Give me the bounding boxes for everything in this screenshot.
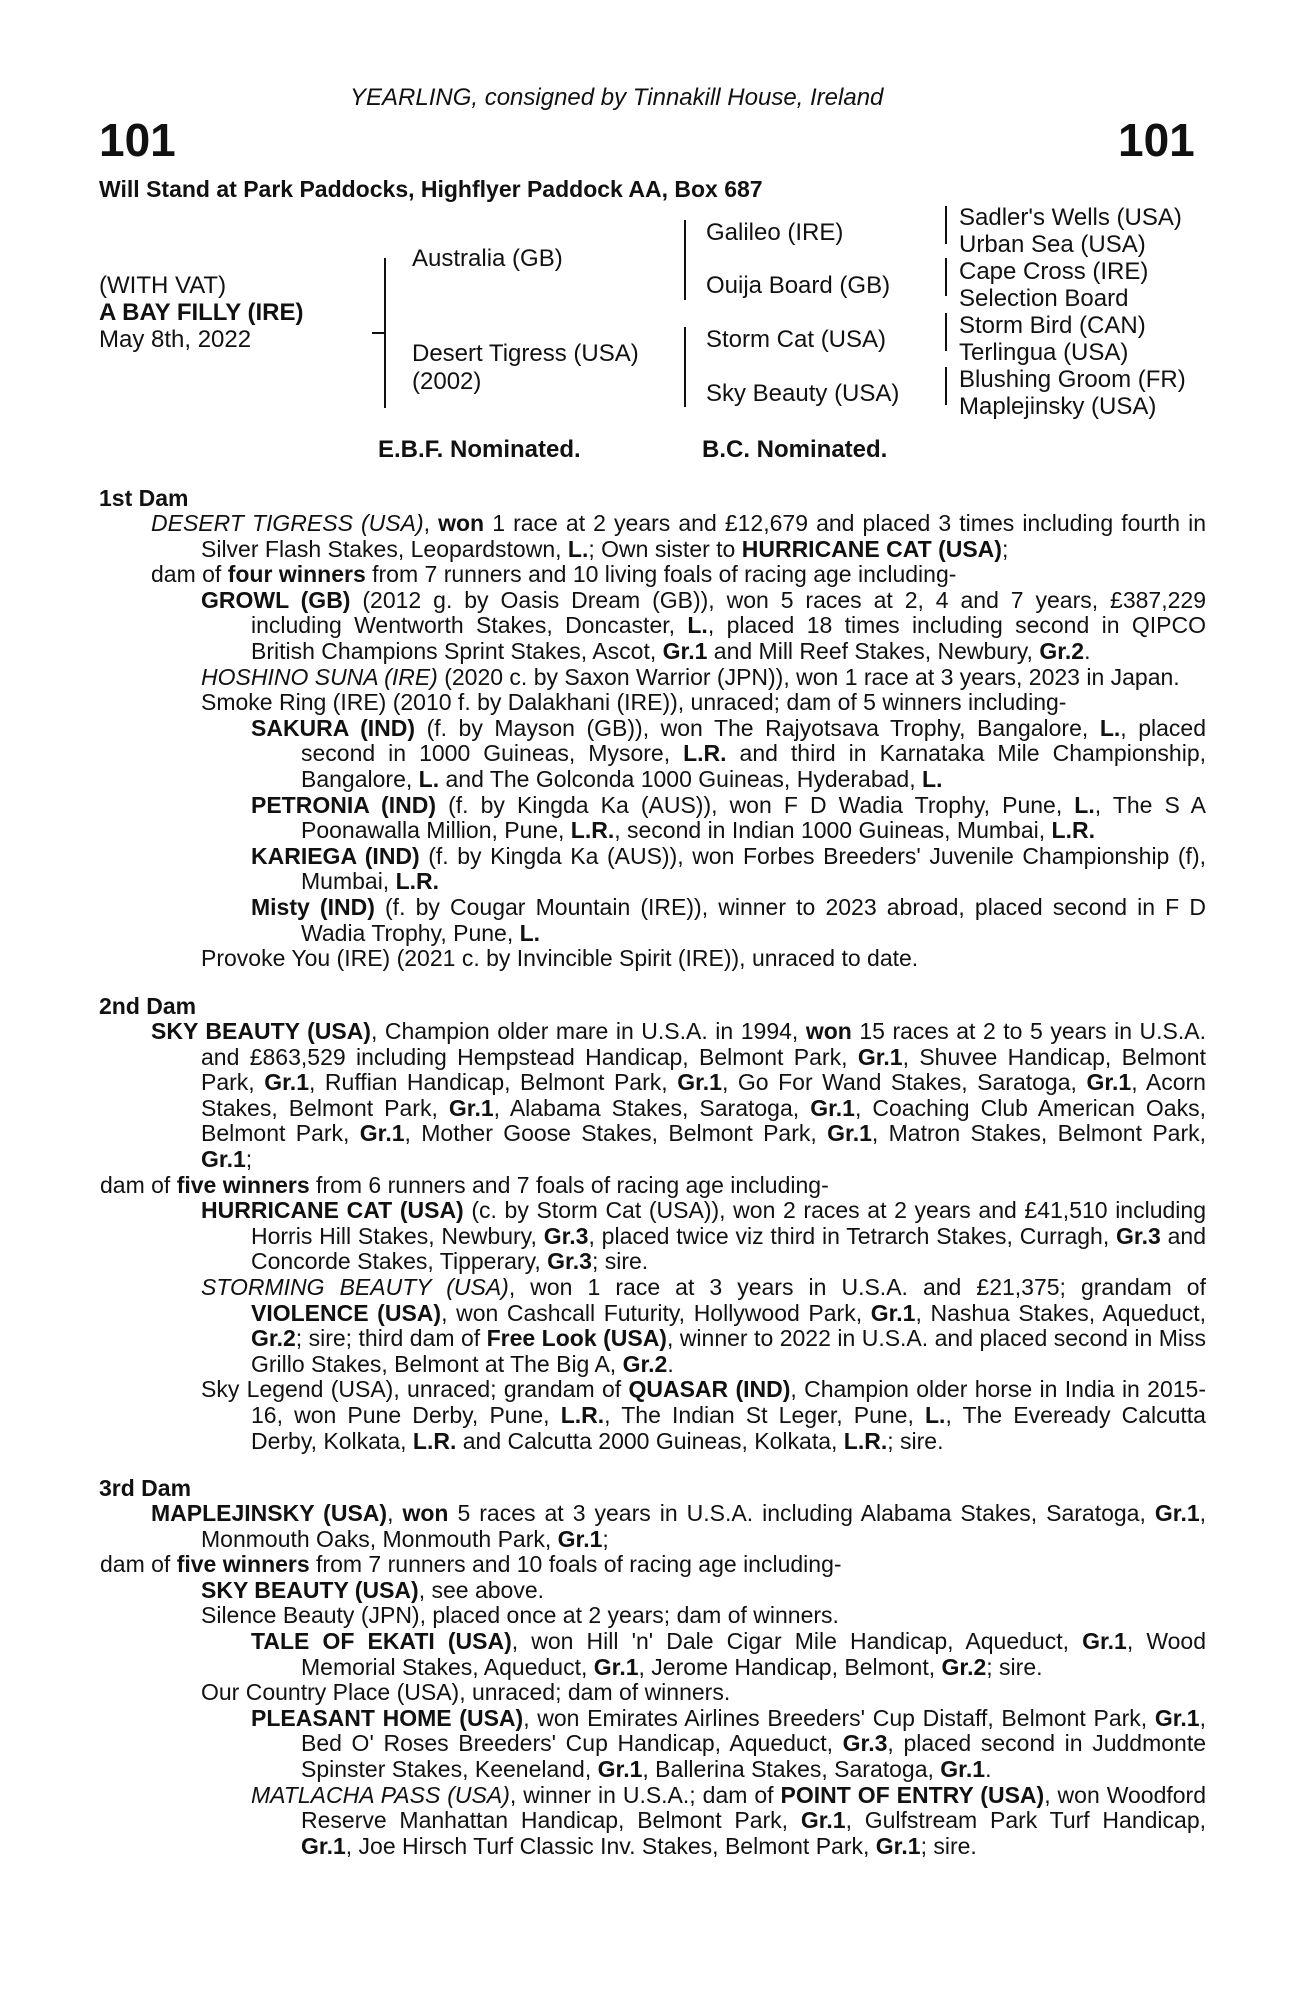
pedigree-paragraph [100, 1019, 1206, 1173]
pedigree-paragraph [100, 665, 1206, 691]
bold-segment: Gr.2 [1039, 637, 1085, 664]
brace-ggp-2 [945, 258, 947, 296]
section-title-dam3: 3rd Dam [99, 1475, 192, 1501]
bold-segment: Gr.1 [870, 1299, 916, 1326]
text-segment: , Shuvee Handicap, Belmont Park, [201, 1043, 1206, 1096]
text-segment: , won Hill 'n' Dale Cigar Mile Handicap, Aqueduct, [511, 1627, 1083, 1654]
pedigree-sire-sire: Galileo (IRE) [706, 219, 844, 246]
text-segment: . [1084, 637, 1091, 664]
bold-segment: L.R. [683, 740, 727, 767]
pedigree-paragraph [100, 1173, 1206, 1199]
bold-segment: won [805, 1018, 852, 1044]
text-segment: (2012 g. by Oasis Dream (GB)), won 5 races at 2, 4 and 7 years, £387,229 including Wentworth Stakes, Doncaster, [251, 586, 1206, 639]
italic-segment: HOSHINO SUNA (IRE) [201, 663, 438, 690]
text-segment: (f. by Mayson (GB)), won The Rajyotsava Trophy, Bangalore, [415, 714, 1100, 741]
text-segment: , placed twice viz third in Tetrarch Stakes, Curragh, [588, 1222, 1117, 1249]
pedigree-paragraph [100, 844, 1206, 895]
bold-segment: four winners [227, 561, 366, 588]
bold-segment: Gr.3 [842, 1730, 888, 1757]
text-segment: ; Own sister to [588, 535, 742, 562]
text-segment: , Joe Hirsch Turf Classic Inv. Stakes, Belmont Park, [345, 1832, 876, 1859]
brace-ggp-1 [945, 206, 947, 244]
text-segment: Our Country Place (USA), unraced; dam of winners. [201, 1679, 731, 1706]
text-segment: , Go For Wand Stakes, Saratoga, [721, 1069, 1087, 1096]
bold-segment: Gr.1 [201, 1145, 246, 1172]
bold-segment: Gr.1 [940, 1755, 986, 1782]
pedigree-paragraph [100, 588, 1206, 665]
bold-segment: L.R. [1051, 817, 1095, 844]
text-segment: (2020 c. by Saxon Warrior (JPN)), won 1 race at 3 years, 2023 in Japan. [437, 663, 1180, 690]
pedigree-ggp-2: Urban Sea (USA) [959, 231, 1146, 258]
category-line: YEARLING, consigned by Tinnakill House, Ireland [350, 84, 884, 111]
bold-segment: Gr.2 [622, 1350, 668, 1377]
text-segment: 15 races at 2 to 5 years in U.S.A. and £863,529 including Hempstead Handicap, Belmont Park, [201, 1018, 1206, 1070]
bold-segment: five winners [176, 1171, 310, 1198]
pedigree-ggp-3: Cape Cross (IRE) [959, 258, 1149, 285]
text-segment: dam of [100, 1171, 177, 1198]
lot-number-right: 101 [1118, 114, 1195, 166]
pedigree-paragraph [100, 1706, 1206, 1783]
bold-segment: Gr.1 [264, 1069, 309, 1096]
bold-segment: Gr.1 [800, 1807, 846, 1834]
brace-gen1-mid [372, 332, 384, 334]
ebf-nomination: E.B.F. Nominated. [378, 436, 581, 463]
pedigree-sire-dam: Ouija Board (GB) [706, 272, 891, 299]
text-segment: , placed 18 times including second in QIPCO British Champions Sprint Stakes, Ascot, [251, 612, 1206, 664]
bold-segment: HURRICANE CAT (USA) [201, 1197, 464, 1224]
text-segment: , [387, 1500, 403, 1526]
bold-segment: Gr.1 [1154, 1500, 1200, 1526]
italic-segment: DESERT TIGRESS (USA) [151, 510, 424, 536]
text-segment: ; [245, 1145, 253, 1172]
bold-segment: Gr.1 [1086, 1069, 1132, 1096]
section-title-dam2: 2nd Dam [99, 993, 197, 1019]
pedigree-paragraph [100, 1783, 1206, 1860]
text-segment: , Wood Memorial Stakes, Aqueduct, [301, 1627, 1207, 1680]
text-segment: ; sire. [887, 1427, 944, 1454]
pedigree-sire: Australia (GB) [412, 245, 563, 272]
text-segment: , Alabama Stakes, Saratoga, [493, 1094, 811, 1121]
bold-segment: QUASAR (IND) [628, 1376, 791, 1403]
bold-segment: Gr.1 [857, 1043, 903, 1070]
text-segment: Smoke Ring (IRE) (2010 f. by Dalakhani (IRE)), unraced; dam of 5 winners including- [201, 689, 1067, 716]
text-segment: 1 race at 2 years and £12,679 and placed 3 times including fourth in Silver Flash Stakes, Leopardstown, [201, 510, 1206, 562]
pedigree-paragraph [100, 1603, 1206, 1629]
text-segment: , won Woodford Reserve Manhattan Handicap, Belmont Park, [301, 1781, 1206, 1834]
bold-segment: Gr.1 [662, 637, 708, 664]
text-segment: and third in Karnataka Mile Championship, Bangalore, [301, 740, 1206, 792]
text-segment: , Matron Stakes, Belmont Park, [871, 1120, 1207, 1147]
bold-segment: L. [519, 919, 541, 946]
pedigree-paragraph [100, 1198, 1206, 1275]
text-segment: ; [1001, 535, 1009, 562]
pedigree-paragraph [100, 511, 1206, 562]
vat-note: (WITH VAT) [99, 272, 227, 299]
text-segment: , winner to 2022 in U.S.A. and placed second in Miss Grillo Stakes, Belmont at The Big A, [251, 1325, 1206, 1377]
pedigree-paragraph [100, 690, 1206, 716]
text-segment: Silence Beauty (JPN), placed once at 2 years; dam of winners. [201, 1602, 839, 1629]
bold-segment: PETRONIA (IND) [251, 791, 436, 818]
text-segment: , The Eveready Calcutta Derby, Kolkata, [251, 1401, 1206, 1454]
bold-segment: Gr.3 [543, 1222, 589, 1249]
text-segment: from 6 runners and 7 foals of racing age including- [309, 1171, 829, 1198]
pedigree-dam-dam: Sky Beauty (USA) [706, 380, 900, 407]
bold-segment: Gr.1 [359, 1120, 405, 1147]
bold-segment: L.R. [560, 1401, 605, 1428]
pedigree-paragraph [100, 1501, 1206, 1552]
text-segment: and Mill Reef Stakes, Newbury, [707, 637, 1040, 664]
text-segment: , second in Indian 1000 Guineas, Mumbai, [614, 817, 1052, 844]
text-segment: and Calcutta 2000 Guineas, Kolkata, [456, 1427, 844, 1454]
bold-segment: L. [418, 765, 440, 792]
text-segment: , Jerome Handicap, Belmont, [638, 1653, 942, 1680]
bold-segment: L. [567, 535, 589, 562]
text-segment: , Acorn Stakes, Belmont Park, [201, 1069, 1206, 1121]
text-segment: , placed second in 1000 Guineas, Mysore, [301, 714, 1206, 767]
bold-segment: L. [924, 1401, 946, 1428]
text-segment: ; sire. [920, 1832, 977, 1859]
text-segment: and The Golconda 1000 Guineas, Hyderabad, [439, 765, 923, 792]
text-segment: , [423, 510, 439, 536]
text-segment: , won 1 race at 3 years in U.S.A. and £21,375; grandam of [508, 1273, 1206, 1300]
bold-segment: Gr.1 [810, 1094, 855, 1121]
brace-dam [684, 327, 686, 407]
text-segment: , winner in U.S.A.; dam of [509, 1781, 781, 1808]
text-segment: , Nashua Stakes, Aqueduct, [915, 1299, 1207, 1326]
text-segment: (f. by Kingda Ka (AUS)), won F D Wadia Trophy, Pune, [436, 791, 1075, 818]
bold-segment: MAPLEJINSKY (USA) [151, 1500, 388, 1526]
text-segment: , Ruffian Handicap, Belmont Park, [309, 1069, 678, 1096]
pedigree-ggp-6: Terlingua (USA) [959, 339, 1129, 366]
text-segment: and Concorde Stakes, Tipperary, [251, 1222, 1206, 1275]
pedigree-paragraph [100, 1377, 1206, 1454]
text-segment: , placed second in Juddmonte Spinster Stakes, Keeneland, [301, 1730, 1207, 1782]
pedigree-ggp-1: Sadler's Wells (USA) [959, 204, 1182, 231]
text-segment: ; sire; third dam of [295, 1325, 487, 1352]
pedigree-paragraph [100, 1552, 1206, 1578]
section-title-dam1: 1st Dam [99, 485, 189, 511]
bold-segment: GROWL (GB) [201, 586, 351, 613]
text-segment: , Monmouth Oaks, Monmouth Park, [201, 1500, 1207, 1552]
bold-segment: won [438, 510, 485, 536]
text-segment: , won Emirates Airlines Breeders' Cup Distaff, Belmont Park, [523, 1704, 1155, 1731]
bold-segment: Gr.1 [677, 1069, 722, 1096]
section-dam3 [100, 1501, 1206, 1859]
pedigree-paragraph [100, 716, 1206, 793]
pedigree-paragraph [100, 1578, 1206, 1604]
pedigree-dam-year: (2002) [412, 368, 482, 395]
bold-segment: Gr.1 [557, 1525, 603, 1552]
pedigree-paragraph [100, 562, 1206, 588]
bold-segment: SKY BEAUTY (USA) [151, 1018, 371, 1044]
text-segment: , The S A Poonawalla Million, Pune, [301, 791, 1206, 844]
pedigree-paragraph [100, 1275, 1206, 1377]
text-segment: from 7 runners and 10 foals of racing age including- [309, 1551, 842, 1578]
brace-sire [684, 220, 686, 300]
pedigree-paragraph [100, 1629, 1206, 1680]
text-segment: , The Indian St Leger, Pune, [604, 1401, 925, 1428]
text-segment: , Ballerina Stakes, Saratoga, [642, 1755, 941, 1782]
bold-segment: Gr.2 [251, 1325, 296, 1352]
bold-segment: L. [1099, 714, 1121, 741]
lot-number-left: 101 [99, 114, 176, 166]
pedigree-dam: Desert Tigress (USA) [412, 340, 639, 367]
text-segment: 5 races at 3 years in U.S.A. including Alabama Stakes, Saratoga, [448, 1500, 1155, 1526]
bold-segment: L. [687, 612, 708, 639]
bold-segment: Gr.1 [1154, 1704, 1200, 1731]
bold-segment: POINT OF ENTRY (USA) [780, 1781, 1045, 1808]
text-segment: , won Cashcall Futurity, Hollywood Park, [441, 1299, 871, 1326]
bold-segment: Gr.3 [1116, 1222, 1161, 1249]
text-segment: Sky Legend (USA), unraced; grandam of [201, 1376, 629, 1403]
bold-segment: Free Look (USA) [486, 1325, 667, 1352]
text-segment: , Champion older mare in U.S.A. in 1994, [370, 1018, 806, 1044]
bold-segment: Gr.1 [827, 1120, 872, 1147]
bold-segment: L.R. [570, 817, 615, 844]
text-segment: , Coaching Club American Oaks, Belmont Park, [201, 1094, 1206, 1147]
bold-segment: HURRICANE CAT (USA) [741, 535, 1002, 562]
bold-segment: L.R. [395, 868, 440, 895]
bold-segment: L. [922, 765, 943, 792]
text-segment: (c. by Storm Cat (USA)), won 2 races at 2 years and £41,510 including Horris Hill Stakes, Newbury, [251, 1197, 1206, 1249]
bold-segment: Gr.1 [597, 1755, 643, 1782]
text-segment: Provoke You (IRE) (2021 c. by Invincible Spirit (IRE)), unraced to date. [201, 945, 919, 972]
bold-segment: Gr.1 [448, 1094, 494, 1121]
text-segment: ; sire. [986, 1653, 1043, 1680]
pedigree-paragraph [100, 946, 1206, 972]
text-segment: dam of [100, 1551, 177, 1578]
bold-segment: won [402, 1500, 449, 1526]
bold-segment: Gr.2 [941, 1653, 987, 1680]
pedigree-paragraph [100, 1680, 1206, 1706]
bold-segment: Gr.1 [1082, 1627, 1127, 1654]
stand-location: Will Stand at Park Paddocks, Highflyer Paddock AA, Box 687 [99, 176, 763, 202]
bold-segment: L.R. [412, 1427, 457, 1454]
pedigree-paragraph [100, 895, 1206, 946]
pedigree-ggp-7: Blushing Groom (FR) [959, 366, 1186, 393]
text-segment: . [985, 1755, 992, 1782]
brace-gen1 [384, 258, 386, 408]
bold-segment: L.R. [843, 1427, 888, 1454]
text-segment: , see above. [418, 1576, 544, 1603]
bold-segment: VIOLENCE (USA) [251, 1299, 442, 1326]
bc-nomination: B.C. Nominated. [702, 436, 888, 463]
text-segment: from 7 runners and 10 living foals of racing age including- [365, 561, 957, 588]
text-segment: , Bed O' Roses Breeders' Cup Handicap, Aqueduct, [301, 1704, 1206, 1757]
pedigree-ggp-4: Selection Board [959, 285, 1129, 312]
pedigree-paragraph [100, 793, 1206, 844]
bold-segment: Gr.1 [301, 1832, 346, 1859]
text-segment: , Mother Goose Stakes, Belmont Park, [404, 1120, 828, 1147]
text-segment: , Gulfstream Park Turf Handicap, [845, 1807, 1207, 1834]
text-segment: ; sire. [591, 1248, 649, 1275]
pedigree-dam-sire: Storm Cat (USA) [706, 326, 887, 353]
pedigree-ggp-8: Maplejinsky (USA) [959, 393, 1157, 420]
bold-segment: KARIEGA (IND) [251, 842, 420, 869]
bold-segment: five winners [176, 1551, 310, 1578]
bold-segment: Gr.1 [593, 1653, 639, 1680]
text-segment: ; [602, 1525, 609, 1552]
bold-segment: SKY BEAUTY (USA) [201, 1576, 419, 1603]
italic-segment: STORMING BEAUTY (USA) [201, 1273, 509, 1300]
italic-segment: MATLACHA PASS (USA) [251, 1781, 510, 1808]
brace-ggp-3 [945, 313, 947, 351]
bold-segment: Gr.1 [875, 1832, 921, 1859]
bold-segment: TALE OF EKATI (USA) [251, 1627, 512, 1654]
brace-ggp-4 [945, 367, 947, 405]
text-segment: dam of [151, 561, 228, 588]
bold-segment: L. [1074, 791, 1095, 818]
text-segment: , Champion older horse in India in 2015-16, won Pune Derby, Pune, [251, 1376, 1206, 1428]
pedigree-ggp-5: Storm Bird (CAN) [959, 312, 1146, 339]
text-segment: . [667, 1350, 674, 1377]
bold-segment: Gr.3 [547, 1248, 592, 1275]
text-segment: (f. by Cougar Mountain (IRE)), winner to 2023 abroad, placed second in F D Wadia Trophy, Pune, [301, 893, 1206, 946]
bold-segment: Misty (IND) [251, 893, 375, 920]
horse-name: A BAY FILLY (IRE) [99, 299, 304, 326]
text-segment: (f. by Kingda Ka (AUS)), won Forbes Breeders' Juvenile Championship (f), Mumbai, [301, 842, 1207, 895]
bold-segment: PLEASANT HOME (USA) [251, 1704, 524, 1731]
section-dam2 [100, 1019, 1206, 1454]
section-dam1 [100, 511, 1206, 972]
foaling-date: May 8th, 2022 [99, 326, 252, 353]
bold-segment: SAKURA (IND) [251, 714, 416, 741]
